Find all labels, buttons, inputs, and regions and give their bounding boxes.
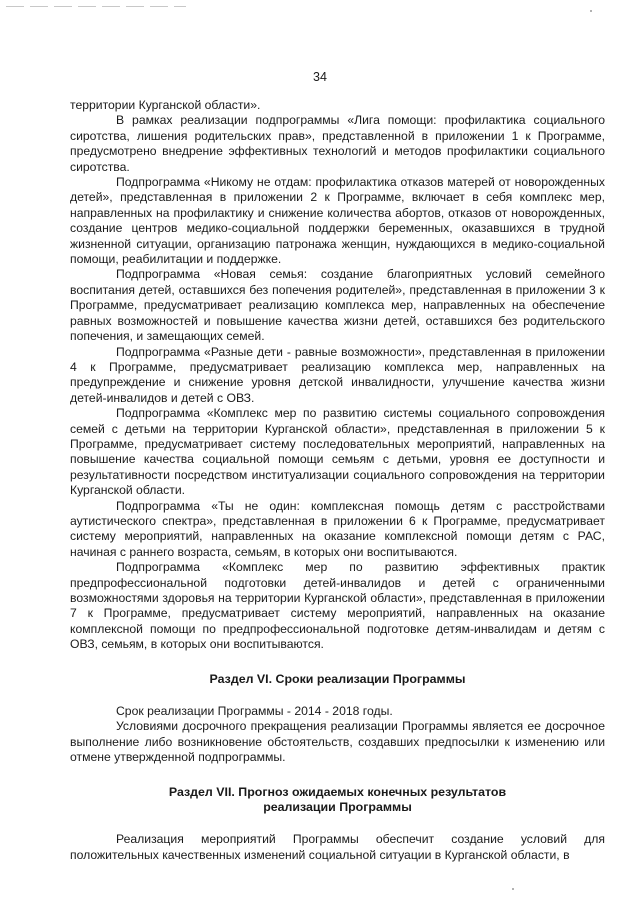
paragraph: Срок реализации Программы - 2014 - 2018 годы.: [116, 704, 393, 719]
document-body: [70, 98, 605, 863]
paragraph: Подпрограмма «Разные дети - равные возможности», представленная в приложении 4 к Программе, предусматривает реализацию комплекса мер, направленных на предупреждение и снижение уровня детской инвалидности, улучшение качества жизни детей-инвалидов и детей с ОВЗ.: [70, 344, 605, 405]
page-number: 34: [313, 70, 327, 84]
paragraph: Подпрограмма «Ты не один: комплексная помощь детям с расстройствами аутистического спектра», представленная в приложении 6 к Программе, предусматривает систему мероприятий, направленных на оказание комплексной помощи детям с РАС, начиная с раннего возраста, семьям, в которых они воспитываются.: [70, 498, 605, 559]
paragraph: Условиями досрочного прекращения реализации Программы является ее досрочное выполнение либо возникновение обстоятельств, создавших предпосылки к изменению или отмене утвержденной подпрограммы.: [70, 719, 605, 765]
section-6-title: Раздел VI. Сроки реализации Программы: [209, 671, 466, 686]
paragraph: территории Курганской области».: [70, 98, 261, 112]
section-7-title: [70, 785, 605, 816]
scan-artifact: [6, 6, 186, 7]
paragraph: Подпрограмма «Комплекс мер по развитию эффективных практик предпрофессиональной подготовки детей-инвалидов и детей с ограниченными возможностями здоровья на территории Курганской области», представленная в приложении 7 к Программе, предусматривает систему мероприятий, направленных на оказание комплексной помощи по предпрофессиональной подготовке детям-инвалидам и детям с ОВЗ, семьям, в которых они воспитываются.: [70, 560, 605, 652]
scan-speck: [512, 888, 514, 890]
paragraph: Подпрограмма «Новая семья: создание благоприятных условий семейного воспитания детей, оставшихся без попечения родителей», представленная в приложении 3 к Программе, предусматривает реализацию комплекса мер, направленных на обеспечение равных возможностей и повышение качества жизни детей, оставшихся без родительского попечения, и замещающих семей.: [70, 267, 605, 344]
paragraph: В рамках реализации подпрограммы «Лига помощи: профилактика социального сиротства, лишения родительских прав», представленной в приложении 1 к Программе, предусмотрено внедрение эффективных технологий и методов профилактики социального сиротства.: [70, 113, 605, 174]
section-7-title-line2: реализации Программы: [263, 800, 412, 815]
scan-speck: [590, 10, 592, 12]
paragraph: Подпрограмма «Никому не отдам: профилактика отказов матерей от новорожденных детей», представленная в приложении 2 к Программе, включает в себя комплекс мер, направленных на профилактику и снижение количества абортов, отказов от новорожденных, создание центров медико-социальной поддержки беременных, оказавшихся в трудной жизненной ситуации, организацию патронажа женщин, нуждающихся в медико-социальной помощи, реабилитации и поддержке.: [70, 175, 605, 267]
paragraph: Реализация мероприятий Программы обеспечит создание условий для положительных качественных изменений социальной ситуации в Курганской области, в: [70, 832, 605, 862]
paragraph: Подпрограмма «Комплекс мер по развитию системы социального сопровождения семей с детьми на территории Курганской области», представленная в приложении 5 к Программе, предусматривает систему последовательных мероприятий, направленных на повышение качества социальной помощи семьям с детьми, уровня ее доступности и результативности посредством институализации социального сопровождения на территории Курганской области.: [70, 406, 605, 498]
section-7-title-line1: Раздел VII. Прогноз ожидаемых конечных результатов: [168, 784, 507, 799]
